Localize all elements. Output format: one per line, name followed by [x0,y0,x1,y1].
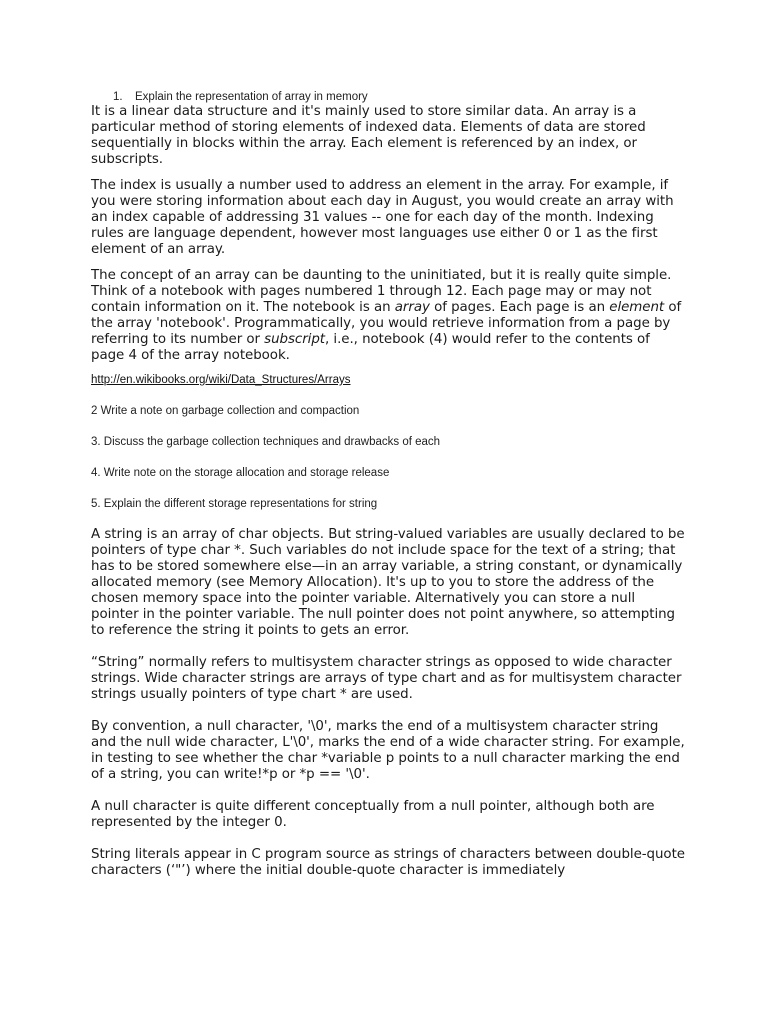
question-2: 2 Write a note on garbage collection and compaction [91,405,360,417]
paragraph-string-multisystem: “String” normally refers to multisystem character strings as opposed to wide character strings. Wide character strings are arrays of type chart and as for multisystem character strings usually pointers of type chart * are used. [91,655,682,702]
wikibooks-link[interactable]: http://en.wikibooks.org/wiki/Data_Structures/Arrays [91,374,351,386]
question-1-text: Explain the representation of array in memory [135,91,368,103]
paragraph-array-notebook-part-b: of pages. Each page is an [429,300,610,315]
question-5: 5. Explain the different storage representations for string [91,498,378,510]
paragraph-array-definition: It is a linear data structure and it's mainly used to store similar data. An array is a particular method of storing elements of indexed data. Elements of data are stored sequentially in blocks within the array. Each element is referenced by an index, or subscripts. [91,104,646,167]
emphasis-subscript: subscript [264,332,325,347]
question-4: 4. Write note on the storage allocation and storage release [91,467,390,479]
paragraph-null-character: By convention, a null character, '\0', marks the end of a multisystem character string and the null wide character, L'\0', marks the end of a wide character string. For example, in testing to see whether the char *variable p points to a null character marking the end of a string, you can write!*p or *p == '\0'. [91,719,685,782]
emphasis-array: array [394,300,430,315]
paragraph-array-notebook-part-a: The concept of an array can be daunting to the uninitiated, but it is really quite simple. Think of a notebook with pages numbered 1 through 12. Each page may or may not contain information on it. The notebook is an [91,268,672,315]
paragraph-array-notebook-part-c: of the array 'notebook'. Programmatically, you would retrieve information from a page by referring to its number or [91,300,682,347]
question-1-number: 1. [113,91,123,103]
paragraph-array-notebook [91,268,686,364]
paragraph-null-pointer: A null character is quite different conceptually from a null pointer, although both are represented by the integer 0. [91,799,655,830]
question-1 [113,90,686,104]
emphasis-element: element [609,300,665,315]
paragraph-string-literals: String literals appear in C program source as strings of characters between double-quote characters (‘"’) where the initial double-quote character is immediately [91,847,685,878]
paragraph-array-index: The index is usually a number used to address an element in the array. For example, if you were storing information about each day in August, you would create an array with an index capable of addressing 31 values -- one for each day of the month. Indexing rules are language dependent, however most languages use either 0 or 1 as the first element of an array. [91,178,674,257]
question-3: 3. Discuss the garbage collection techniques and drawbacks of each [91,436,441,448]
paragraph-array-notebook-part-d: , i.e., notebook (4) would refer to the contents of page 4 of the array notebook. [91,332,650,363]
paragraph-string-array: A string is an array of char objects. But string-valued variables are usually declared to be pointers of type char *. Such variables do not include space for the text of a string; that has to be stored somewhere else—in an array variable, a string constant, or dynamically allocated memory (see Memory Allocation). It's up to you to store the address of the chosen memory space into the pointer variable. Alternatively you can store a null pointer in the pointer variable. The null pointer does not point anywhere, so attempting to reference the string it points to gets an error. [91,527,685,638]
document-page [91,90,686,879]
